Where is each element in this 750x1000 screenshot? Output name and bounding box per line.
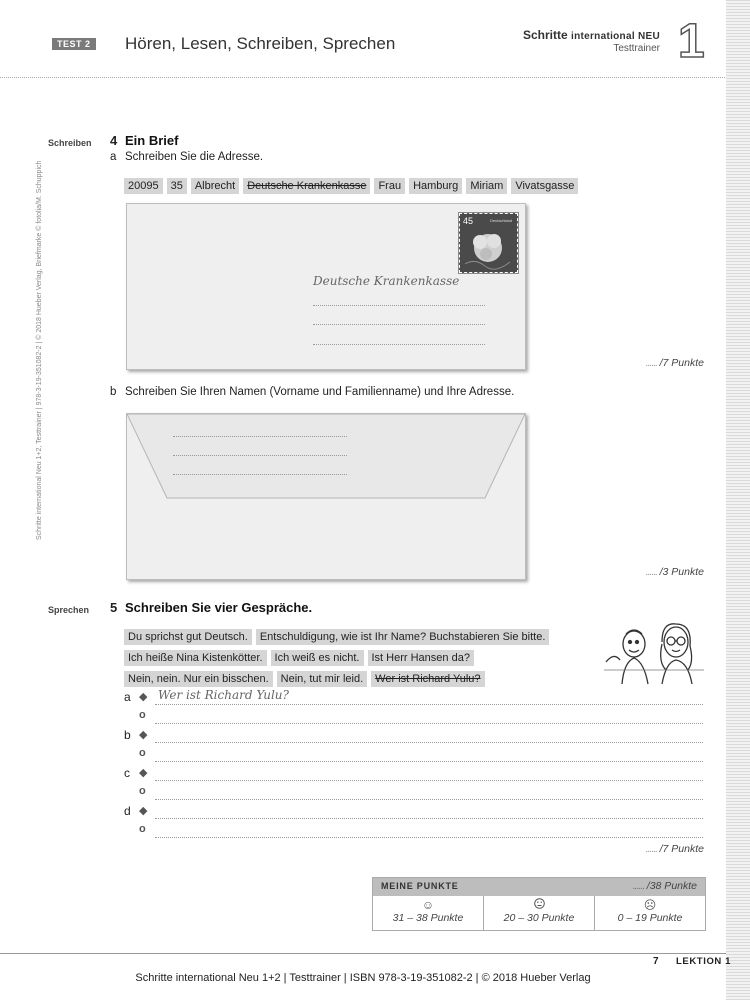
word-chip: Albrecht	[191, 178, 239, 194]
envelope-back	[126, 413, 526, 580]
right-edge-strip	[726, 0, 750, 1000]
word-chip: Vivatsgasse	[511, 178, 578, 194]
task-number-5: 5	[110, 600, 118, 615]
address-line-3[interactable]	[313, 344, 485, 345]
envelope-flap	[127, 414, 525, 579]
header-divider	[0, 77, 725, 78]
section-label-sprechen: Sprechen	[48, 605, 90, 615]
word-chip: Frau	[374, 178, 405, 194]
subtask-letter-b: b	[110, 386, 117, 398]
score-range-bad	[595, 896, 705, 930]
score-range-medium	[484, 896, 595, 930]
points-4b-text: /3 Punkte	[659, 566, 704, 578]
test-badge: TEST 2	[52, 38, 96, 50]
sender-line-2[interactable]	[173, 455, 347, 456]
phrase-chip: Nein, tut mir leid.	[277, 671, 368, 687]
diamond-bullet-icon: ◆	[139, 691, 148, 703]
dialog-letter: c	[124, 766, 130, 780]
diamond-bullet-icon: ◆	[139, 805, 148, 817]
smiley-neutral-icon	[534, 898, 545, 912]
circle-bullet-icon: o	[139, 747, 146, 759]
address-line-2[interactable]	[313, 324, 485, 325]
word-chip: 35	[167, 178, 187, 194]
score-range-good	[373, 896, 484, 930]
word-chip: 20095	[124, 178, 163, 194]
score-total-blank: ......	[632, 880, 644, 892]
level-number: 1	[678, 15, 705, 68]
answer-line[interactable]	[155, 799, 703, 800]
answer-line[interactable]	[155, 818, 703, 819]
dialog-letter: d	[124, 804, 131, 818]
points-5-blank: ......	[645, 843, 657, 855]
word-bank-4	[124, 176, 582, 194]
circle-bullet-icon: o	[139, 785, 146, 797]
envelope-front	[126, 203, 526, 370]
score-label: MEINE PUNKTE	[381, 881, 459, 891]
subtask-text-b: Schreiben Sie Ihren Namen (Vorname und Familienname) und Ihre Adresse.	[125, 386, 515, 398]
footer-divider	[0, 953, 726, 954]
points-4b	[584, 566, 704, 578]
footer-text: Schritte international Neu 1+2 | Testtrainer | ISBN 978-3-19-351082-2 | © 2018 Hueber Verlag	[135, 972, 591, 984]
score-range-bad-text: 0 – 19 Punkte	[617, 912, 683, 924]
answer-line[interactable]	[155, 780, 703, 781]
page-number: 7	[653, 956, 659, 967]
address-line-1[interactable]	[313, 305, 485, 306]
circle-bullet-icon: o	[139, 709, 146, 721]
brand	[523, 28, 660, 54]
task-number-4: 4	[110, 133, 118, 148]
answer-line[interactable]	[155, 837, 703, 838]
cartoon-people-icon	[604, 622, 704, 684]
phrase-chip: Ich heiße Nina Kistenkötter.	[124, 650, 267, 666]
points-4a-blank: ......	[645, 357, 657, 369]
score-total-text: /38 Punkte	[646, 880, 697, 892]
phrase-chip: Ist Herr Hansen da?	[368, 650, 474, 666]
diamond-bullet-icon: ◆	[139, 767, 148, 779]
answer-line[interactable]	[155, 704, 703, 705]
smiley-happy-icon: ☺	[421, 898, 435, 912]
phrase-row	[124, 627, 604, 645]
answer-line[interactable]	[155, 761, 703, 762]
points-5	[584, 843, 704, 855]
word-chip: Hamburg	[409, 178, 462, 194]
phrase-chip: Ich weiß es nicht.	[271, 650, 364, 666]
dialog-letter: a	[124, 690, 131, 704]
section-label-schreiben: Schreiben	[48, 138, 92, 148]
subtask-letter-a: a	[110, 151, 117, 163]
phrase-chip: Nein, nein. Nur ein bisschen.	[124, 671, 273, 687]
stamp-country: Deutschland	[490, 218, 513, 223]
word-chip: Miriam	[466, 178, 507, 194]
answer-line[interactable]	[155, 742, 703, 743]
task-title-5: Schreiben Sie vier Gespräche.	[125, 600, 313, 615]
brand-main-word: Schritte	[522, 28, 568, 42]
postage-stamp	[459, 213, 518, 273]
word-bank-5	[124, 627, 604, 690]
phrase-chip: Wer ist Richard Yulu?	[371, 671, 484, 687]
task-title-4: Ein Brief	[125, 133, 179, 148]
example-address: Deutsche Krankenkasse	[313, 274, 460, 288]
brand-main	[523, 28, 660, 42]
subtask-text-a: Schreiben Sie die Adresse.	[125, 151, 264, 163]
brand-sub: Testtrainer	[613, 43, 660, 54]
smiley-sad-icon: ☹	[643, 898, 657, 912]
points-4a-text: /7 Punkte	[659, 357, 704, 369]
phrase-row	[124, 648, 604, 666]
word-chip: Deutsche Krankenkasse	[243, 178, 370, 194]
lektion-label: LEKTION 1	[676, 956, 732, 967]
phrase-chip: Entschuldigung, wie ist Ihr Name? Buchstabieren Sie bitte.	[256, 629, 550, 645]
brand-small: international NEU	[571, 31, 660, 42]
points-5-text: /7 Punkte	[659, 843, 704, 855]
page-title: Hören, Lesen, Schreiben, Sprechen	[125, 34, 396, 53]
points-4b-blank: ......	[645, 566, 657, 578]
score-ranges	[373, 896, 705, 930]
score-header	[373, 878, 705, 896]
score-range-good-text: 31 – 38 Punkte	[392, 912, 464, 924]
phrase-row	[124, 669, 604, 687]
phrase-chip: Du sprichst gut Deutsch.	[124, 629, 252, 645]
neutral-face-icon	[534, 898, 545, 909]
score-total	[632, 880, 697, 892]
score-range-medium-text: 20 – 30 Punkte	[503, 912, 575, 924]
sender-line-1[interactable]	[173, 436, 347, 437]
filled-answer: Wer ist Richard Yulu?	[158, 688, 289, 702]
points-4a	[584, 357, 704, 369]
stamp-value: 45	[463, 216, 474, 226]
side-copyright: Schritte international Neu 1+2, Testtrainer | 978-3-19-351082-2 | © 2018 Hueber Verlag, Briefmarke © fotolia/M. Schuppich	[36, 160, 43, 540]
score-box	[372, 877, 706, 931]
answer-line[interactable]	[155, 723, 703, 724]
sender-line-3[interactable]	[173, 474, 347, 475]
dialog-letter: b	[124, 728, 131, 742]
circle-bullet-icon: o	[139, 823, 146, 835]
diamond-bullet-icon: ◆	[139, 729, 148, 741]
